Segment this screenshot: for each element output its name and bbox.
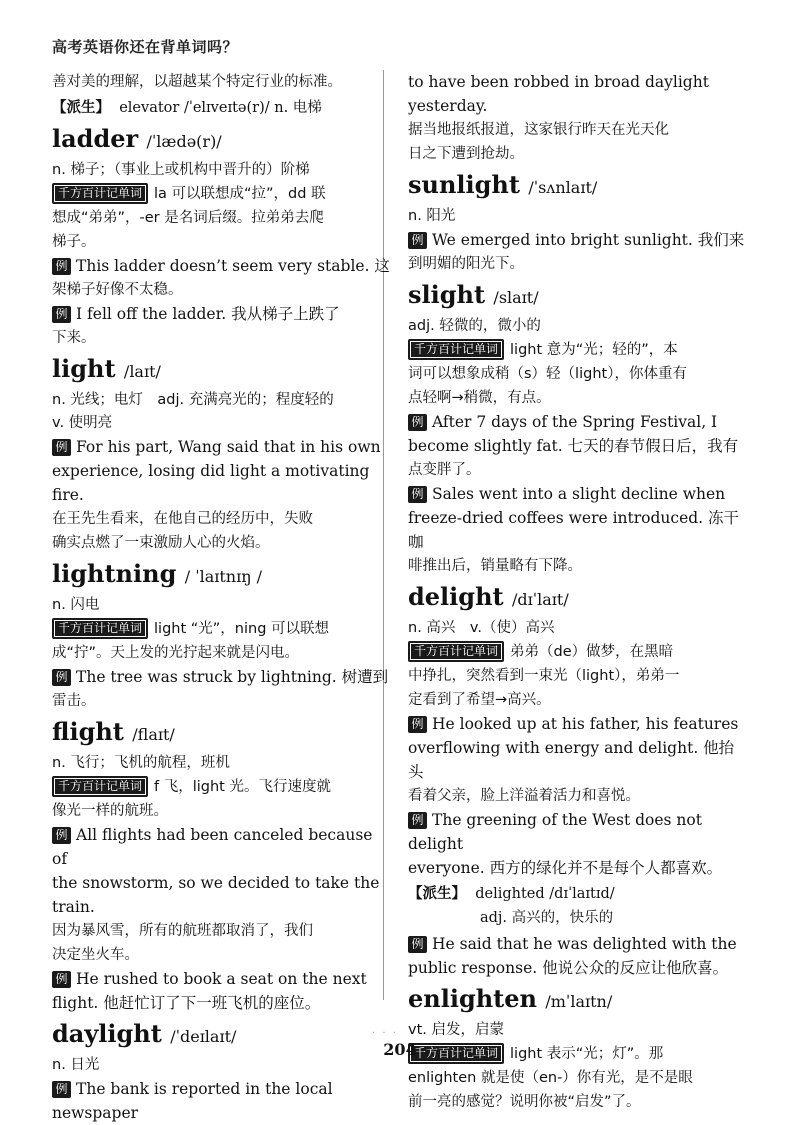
example-line: 看着父亲，脸上洋溢着活力和喜悦。 — [408, 788, 640, 804]
entry-sunlight — [408, 168, 748, 205]
example-line: public response. 他说公众的反应让他欣喜。 — [408, 959, 729, 977]
derivative-entry — [408, 882, 748, 906]
mnemonic-line: 词可以想象成稍（s）轻（light），你体重有 — [408, 366, 687, 382]
mnemonic-line: 点轻啊→稍微，有点。 — [408, 390, 551, 406]
headword: enlighten — [408, 984, 537, 1013]
example-badge: 例 — [52, 1081, 71, 1098]
example: 例 The bank is reported in the local newspaper — [52, 1080, 333, 1122]
example-badge: 例 — [52, 306, 71, 323]
headword: slight — [408, 280, 486, 309]
pronunciation: / ˈlaɪtnɪŋ / — [184, 567, 262, 586]
entry-flight — [52, 715, 392, 752]
example-badge: 例 — [52, 669, 71, 686]
mnemonic-badge: 千方百计记单词 — [52, 618, 148, 639]
definition: n. 梯子；（事业上或机构中晋升的）阶梯 — [52, 162, 310, 178]
example-line: experience, losing did light a motivating fire. — [52, 462, 370, 504]
decorative-dots: · · · — [372, 1028, 398, 1039]
derivative-tag: 【派生】 — [408, 886, 466, 902]
pronunciation: /mˈlaɪtn/ — [545, 992, 613, 1011]
headword: ladder — [52, 124, 139, 153]
entry-enlighten — [408, 982, 748, 1019]
example-line: to have been robbed in broad daylight yesterday. — [408, 73, 709, 115]
running-header: 高考英语你还在背单词吗？ — [52, 38, 239, 56]
example-line: flight. 他赶忙订了下一班飞机的座位。 — [52, 994, 321, 1012]
mnemonic-badge: 千方百计记单词 — [408, 641, 504, 662]
example: 例 All flights had been canceled because of — [52, 826, 373, 868]
entry-light — [52, 352, 392, 389]
entry-slight — [408, 278, 748, 315]
example-badge: 例 — [408, 232, 427, 249]
headword: light — [52, 354, 116, 383]
example: 例 For his part, Wang said that in his own — [52, 435, 392, 459]
example: 例 He said that he was delighted with the — [408, 932, 748, 956]
pronunciation: /laɪt/ — [123, 362, 161, 381]
example-line: 到明媚的阳光下。 — [408, 256, 524, 272]
example-line: 雷击。 — [52, 693, 96, 709]
derivative-definition: adj. 高兴的，快乐的 — [480, 910, 614, 926]
pronunciation: /ˈdeɪlaɪt/ — [170, 1027, 237, 1046]
entry-lightning — [52, 557, 392, 594]
example: 例 We emerged into bright sunlight. 我们来 — [408, 228, 748, 252]
definition: n. 光线；电灯 adj. 充满亮光的；程度轻的 — [52, 392, 334, 408]
mnemonic: 千方百计记单词 f 飞，light 光。飞行速度就 — [52, 775, 392, 799]
example: 例 This ladder doesn’t seem very stable. 这 — [52, 254, 392, 278]
example-line: 架梯子好像不太稳。 — [52, 282, 183, 298]
headword: flight — [52, 717, 124, 746]
pronunciation: /dɪˈlaɪt/ — [511, 590, 569, 609]
definition: n. 闪电 — [52, 597, 100, 613]
definition: adj. 轻微的，微小的 — [408, 318, 541, 334]
mnemonic: 千方百计记单词 light 表示“光；灯”。那 — [408, 1042, 748, 1066]
definition: vt. 启发，启蒙 — [408, 1022, 504, 1038]
mnemonic-line: 像光一样的航班。 — [52, 803, 168, 819]
mnemonic: 千方百计记单词 light 意为“光；轻的”，本 — [408, 338, 748, 362]
entry-ladder — [52, 122, 392, 159]
mnemonic-badge: 千方百计记单词 — [408, 339, 504, 360]
mnemonic-badge: 千方百计记单词 — [52, 183, 148, 204]
entry-delight — [408, 580, 748, 617]
mnemonic-badge: 千方百计记单词 — [408, 1043, 504, 1064]
derivative-word: delighted /dɪˈlaɪtɪd/ — [475, 886, 615, 902]
example-line: 据当地报纸报道，这家银行昨天在光天化 — [408, 122, 669, 138]
headword: delight — [408, 582, 504, 611]
mnemonic-line: 想成“弟弟”，-er 是名词后缀。拉弟弟去爬 — [52, 210, 324, 226]
left-column — [52, 70, 392, 1125]
example-line: 下来。 — [52, 330, 96, 346]
headword: lightning — [52, 559, 177, 588]
example-line: 点变胖了。 — [408, 462, 481, 478]
example-line: 日之下遭到抢劫。 — [408, 146, 524, 162]
mnemonic-line: 梯子。 — [52, 234, 96, 250]
right-column — [408, 70, 748, 1114]
continued-text: 善对美的理解，以超越某个特定行业的标准。 — [52, 74, 342, 90]
example-line: freeze-dried coffees were introduced. 冻干咖 — [408, 509, 740, 551]
mnemonic-line: 定看到了希望→高兴。 — [408, 692, 551, 708]
page-number: 204 — [383, 1040, 417, 1059]
definition: v. 使明亮 — [52, 415, 113, 431]
example: 例 Sales went into a slight decline when — [408, 482, 748, 506]
example-badge: 例 — [52, 258, 71, 275]
example: 例 I fell off the ladder. 我从梯子上跌了 — [52, 302, 392, 326]
derivative-entry — [52, 96, 392, 120]
pronunciation: /ˈlædə(r)/ — [146, 132, 222, 151]
mnemonic: 千方百计记单词 la 可以联想成“拉”，dd 联 — [52, 182, 392, 206]
example-badge: 例 — [408, 716, 427, 733]
headword: daylight — [52, 1019, 162, 1048]
example-line: overflowing with energy and delight. 他抬头 — [408, 739, 735, 781]
derivative-text: elevator /ˈelɪveɪtə(r)/ n. 电梯 — [119, 100, 322, 116]
headword: sunlight — [408, 170, 520, 199]
example-badge: 例 — [52, 827, 71, 844]
example-badge: 例 — [408, 486, 427, 503]
derivative-tag: 【派生】 — [52, 100, 110, 116]
mnemonic: 千方百计记单词 弟弟（de）做梦，在黑暗 — [408, 640, 748, 664]
example: 例 He looked up at his father, his features — [408, 712, 748, 736]
pronunciation: /flaɪt/ — [132, 725, 175, 744]
example-line: 决定坐火车。 — [52, 947, 139, 963]
example-line: 因为暴风雪，所有的航班都取消了，我们 — [52, 923, 313, 939]
example: 例 The tree was struck by lightning. 树遭到 — [52, 665, 392, 689]
mnemonic-line: 前一亮的感觉？说明你被“启发”了。 — [408, 1094, 641, 1110]
example-line: become slightly fat. 七天的春节假日后，我有 — [408, 437, 739, 455]
example-badge: 例 — [52, 439, 71, 456]
mnemonic-line: enlighten 就是使（en-）你有光，是不是眼 — [408, 1070, 693, 1086]
example-line: the snowstorm, so we decided to take the train. — [52, 874, 380, 916]
example-line: 在王先生看来，在他自己的经历中，失败 — [52, 511, 313, 527]
definition: n. 飞行；飞机的航程，班机 — [52, 755, 230, 771]
definition: n. 阳光 — [408, 208, 456, 224]
example-line: 确实点燃了一束激励人心的火焰。 — [52, 535, 270, 551]
definition: n. 日光 — [52, 1057, 100, 1073]
example-badge: 例 — [408, 936, 427, 953]
example: 例 The greening of the West does not delight — [408, 811, 702, 853]
example: 例 After 7 days of the Spring Festival, I — [408, 410, 748, 434]
example-badge: 例 — [408, 414, 427, 431]
example-line: 啡推出后，销量略有下降。 — [408, 558, 582, 574]
example-badge: 例 — [52, 971, 71, 988]
example-line: everyone. 西方的绿化并不是每个人都喜欢。 — [408, 859, 723, 877]
pronunciation: /ˈsʌnlaɪt/ — [528, 178, 598, 197]
example-badge: 例 — [408, 812, 427, 829]
example: 例 He rushed to book a seat on the next — [52, 967, 392, 991]
pronunciation: /slaɪt/ — [493, 288, 539, 307]
mnemonic: 千方百计记单词 light “光”，ning 可以联想 — [52, 617, 392, 641]
mnemonic-line: 中挣扎，突然看到一束光（light），弟弟一 — [408, 668, 680, 684]
definition: n. 高兴 v.（使）高兴 — [408, 620, 555, 636]
mnemonic-line: 成“拧”。天上发的光拧起来就是闪电。 — [52, 645, 300, 661]
mnemonic-badge: 千方百计记单词 — [52, 776, 148, 797]
